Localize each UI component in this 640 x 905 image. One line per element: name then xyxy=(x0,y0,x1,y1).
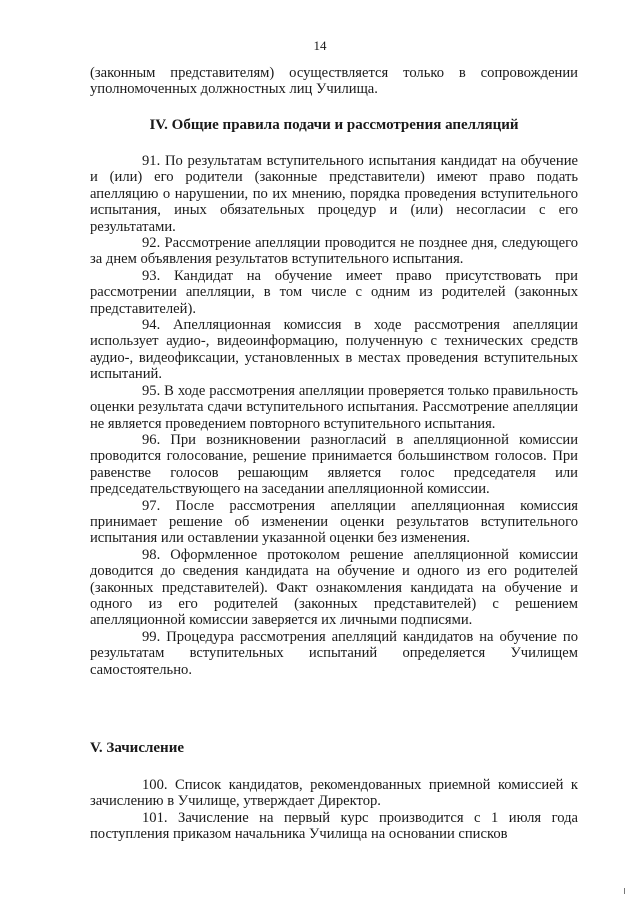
section-4-body xyxy=(90,153,578,678)
paragraph-91: 91. По результатам вступительного испытания кандидат на обучение и (или) его родители (законные представители) имеют право подать апелляцию о нарушении, по их мнению, порядка проведения вступительного испытания, иных обязательных процедур и (или) несогласии с его результатами. xyxy=(90,153,578,235)
paragraph-92: 92. Рассмотрение апелляции проводится не позднее дня, следующего за днем объявления результатов вступительного испытания. xyxy=(90,235,578,268)
section-5-title: V. Зачисление xyxy=(90,740,184,756)
paragraph-101: 101. Зачисление на первый курс производится с 1 июля года поступления приказом начальника Училища на основании списков xyxy=(90,809,578,843)
scan-edge-mark xyxy=(624,888,628,894)
section-5-body xyxy=(90,777,578,843)
paragraph-95: 95. В ходе рассмотрения апелляции проверяется только правильность оценки результата сдачи вступительного испытания. Рассмотрение апелляции не является проведением повторного вступительного испытания. xyxy=(90,382,578,432)
paragraph-96: 96. При возникновении разногласий в апелляционной комиссии проводится голосование, решение принимается большинством голосов. При равенстве голосов решающим является голос председателя или председательствующего на заседании апелляционной комиссии. xyxy=(90,431,578,498)
paragraph-99: 99. Процедура рассмотрения апелляций кандидатов на обучение по результатам вступительных испытаний определяется Училищем самостоятельно. xyxy=(90,628,578,678)
continuation-paragraph: (законным представителям) осуществляется только в сопровождении уполномоченных должностных лиц Училища. xyxy=(90,65,578,98)
paragraph-97: 97. После рассмотрения апелляции апелляционная комиссия принимает решение об изменении оценки результатов вступительного испытания или оставлении указанной оценки без изменения. xyxy=(90,497,578,547)
section-4-title: IV. Общие правила подачи и рассмотрения апелляций xyxy=(149,117,519,133)
paragraph-98: 98. Оформленное протоколом решение апелляционной комиссии доводится до сведения кандидата на обучение и одного из его родителей (законных представителей). Факт ознакомления кандидата на обучение и одного из его родителей (законных представителей) с решением апелляционной комиссии заверяется их личными подписями. xyxy=(90,546,578,629)
paragraph-94: 94. Апелляционная комиссия в ходе рассмотрения апелляции использует аудио-, видеоинформацию, полученную с технических средств аудио-, видеофиксации, установленных в местах проведения вступительных испытаний. xyxy=(90,317,578,383)
page-number: 14 xyxy=(313,38,327,53)
paragraph-93: 93. Кандидат на обучение имеет право присутствовать при рассмотрении апелляции, в том числе с одним из родителей (законных представителей). xyxy=(90,267,578,317)
paragraph-100: 100. Список кандидатов, рекомендованных приемной комиссией к зачислению в Училище, утверждает Директор. xyxy=(90,777,578,810)
